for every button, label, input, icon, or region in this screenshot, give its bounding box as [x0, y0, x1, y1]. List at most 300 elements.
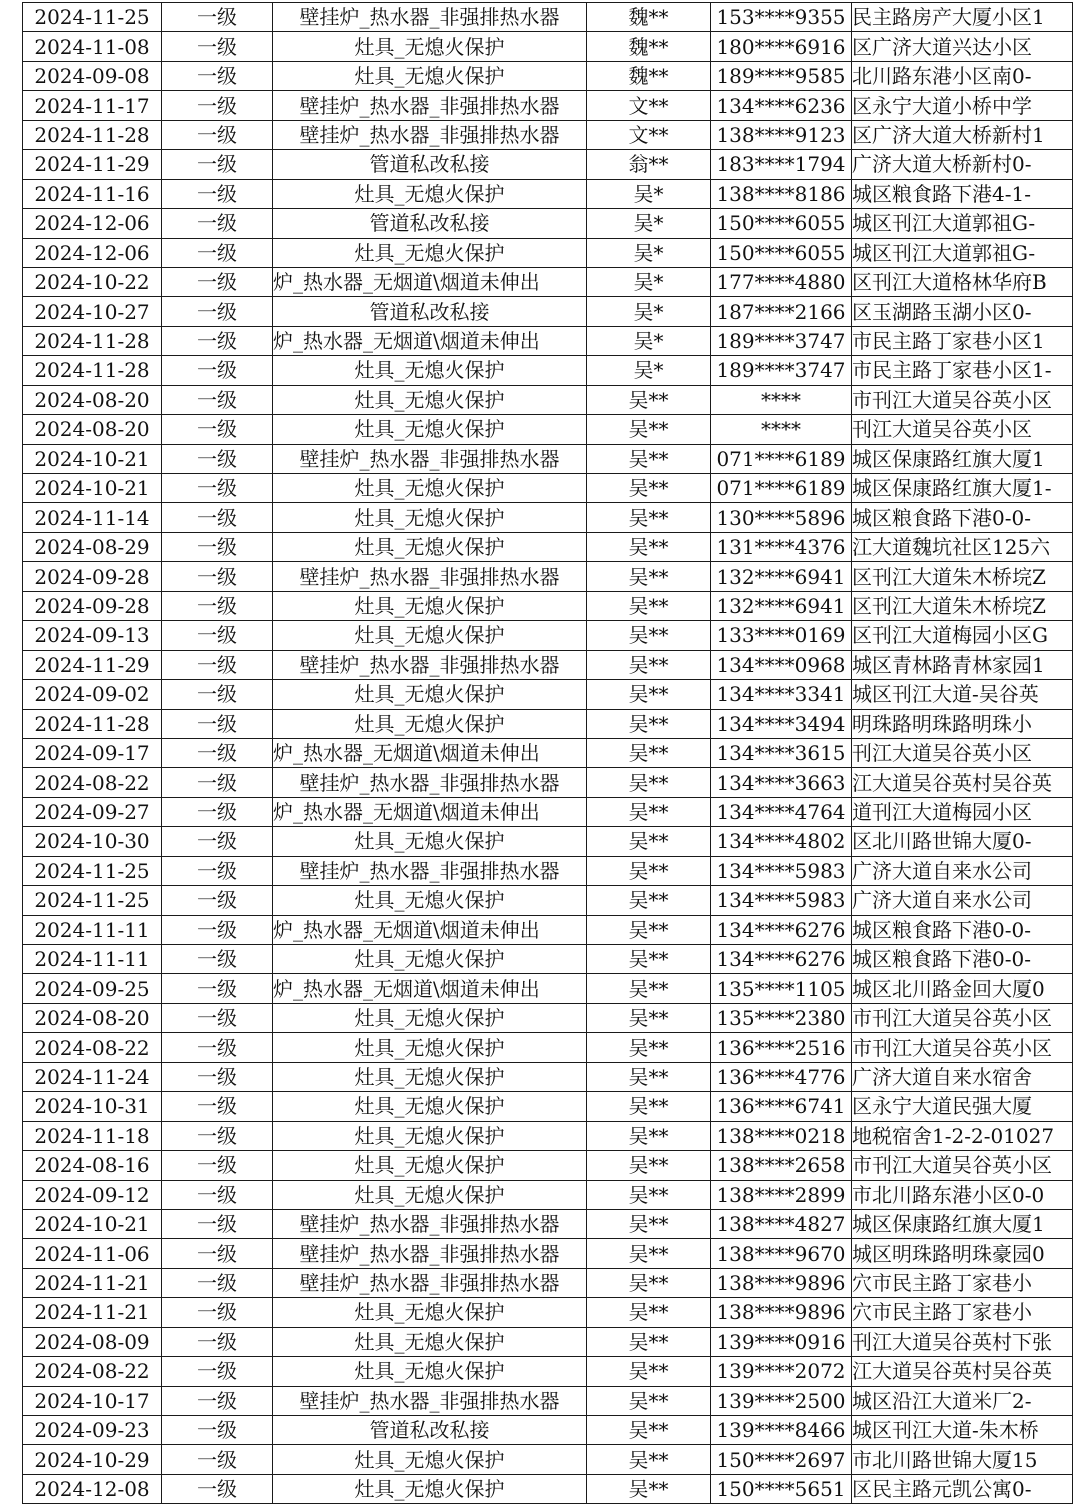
phone-cell[interactable]: 135****2380: [711, 1003, 852, 1032]
hazard-type-cell[interactable]: 灶具_无熄火保护: [273, 179, 587, 208]
hazard-type-cell[interactable]: 灶具_无熄火保护: [273, 415, 587, 444]
address-cell[interactable]: 广济大道自来水宿舍: [852, 1062, 1073, 1091]
address-cell[interactable]: 区北川路世锦大厦0-: [852, 827, 1073, 856]
phone-cell[interactable]: 189****9585: [711, 61, 852, 90]
hazard-type-cell[interactable]: 灶具_无熄火保护: [273, 827, 587, 856]
phone-cell[interactable]: 139****2500: [711, 1386, 852, 1415]
customer-name-cell[interactable]: 魏**: [587, 3, 711, 32]
address-cell[interactable]: 城区青林路青林家园1: [852, 650, 1073, 679]
customer-name-cell[interactable]: 吴**: [587, 886, 711, 915]
phone-cell[interactable]: 132****6941: [711, 591, 852, 620]
address-cell[interactable]: 刊江大道吴谷英小区: [852, 738, 1073, 767]
level-cell[interactable]: 一级: [162, 1033, 273, 1062]
level-cell[interactable]: 一级: [162, 326, 273, 355]
customer-name-cell[interactable]: 吴**: [587, 738, 711, 767]
hazard-type-cell[interactable]: 壁挂炉_热水器_非强排热水器: [273, 1268, 587, 1297]
date-cell[interactable]: 2024-10-29: [23, 1445, 162, 1474]
address-cell[interactable]: 区广济大道大桥新村1: [852, 120, 1073, 149]
level-cell[interactable]: 一级: [162, 1416, 273, 1445]
customer-name-cell[interactable]: 吴**: [587, 1121, 711, 1150]
customer-name-cell[interactable]: 吴**: [587, 1298, 711, 1327]
level-cell[interactable]: 一级: [162, 415, 273, 444]
customer-name-cell[interactable]: 吴**: [587, 562, 711, 591]
level-cell[interactable]: 一级: [162, 1298, 273, 1327]
phone-cell[interactable]: 138****9896: [711, 1268, 852, 1297]
level-cell[interactable]: 一级: [162, 1386, 273, 1415]
address-cell[interactable]: 北川路东港小区南0-: [852, 61, 1073, 90]
phone-cell[interactable]: 180****6916: [711, 32, 852, 61]
date-cell[interactable]: 2024-11-11: [23, 945, 162, 974]
phone-cell[interactable]: 138****9670: [711, 1239, 852, 1268]
hazard-type-cell[interactable]: 壁挂炉_热水器_非强排热水器: [273, 91, 587, 120]
customer-name-cell[interactable]: 吴**: [587, 1357, 711, 1386]
level-cell[interactable]: 一级: [162, 1092, 273, 1121]
phone-cell[interactable]: 134****4764: [711, 797, 852, 826]
hazard-type-cell[interactable]: 管道私改私接: [273, 1416, 587, 1445]
date-cell[interactable]: 2024-11-17: [23, 91, 162, 120]
date-cell[interactable]: 2024-09-23: [23, 1416, 162, 1445]
customer-name-cell[interactable]: 吴**: [587, 709, 711, 738]
phone-cell[interactable]: 134****0968: [711, 650, 852, 679]
address-cell[interactable]: 明珠路明珠路明珠小: [852, 709, 1073, 738]
hazard-type-cell[interactable]: 灶具_无熄火保护: [273, 1445, 587, 1474]
date-cell[interactable]: 2024-08-22: [23, 1033, 162, 1062]
customer-name-cell[interactable]: 翁**: [587, 150, 711, 179]
date-cell[interactable]: 2024-08-22: [23, 768, 162, 797]
address-cell[interactable]: 城区刊江大道郭祖G-: [852, 238, 1073, 267]
customer-name-cell[interactable]: 吴**: [587, 797, 711, 826]
hazard-type-cell[interactable]: 灶具_无熄火保护: [273, 385, 587, 414]
hazard-type-cell[interactable]: 灶具_无熄火保护: [273, 680, 587, 709]
address-cell[interactable]: 区广济大道兴达小区: [852, 32, 1073, 61]
phone-cell[interactable]: 134****6276: [711, 945, 852, 974]
level-cell[interactable]: 一级: [162, 915, 273, 944]
phone-cell[interactable]: 071****6189: [711, 444, 852, 473]
level-cell[interactable]: 一级: [162, 32, 273, 61]
hazard-type-cell[interactable]: 灶具_无熄火保护: [273, 621, 587, 650]
phone-cell[interactable]: 134****3494: [711, 709, 852, 738]
date-cell[interactable]: 2024-11-28: [23, 709, 162, 738]
phone-cell[interactable]: 150****6055: [711, 209, 852, 238]
level-cell[interactable]: 一级: [162, 1209, 273, 1238]
level-cell[interactable]: 一级: [162, 61, 273, 90]
hazard-type-cell[interactable]: 灶具_无熄火保护: [273, 1092, 587, 1121]
customer-name-cell[interactable]: 吴**: [587, 1092, 711, 1121]
phone-cell[interactable]: 150****5651: [711, 1474, 852, 1503]
customer-name-cell[interactable]: 吴**: [587, 915, 711, 944]
address-cell[interactable]: 城区保康路红旗大厦1: [852, 1209, 1073, 1238]
phone-cell[interactable]: 134****6276: [711, 915, 852, 944]
customer-name-cell[interactable]: 吴*: [587, 297, 711, 326]
date-cell[interactable]: 2024-09-12: [23, 1180, 162, 1209]
hazard-type-cell[interactable]: 炉_热水器_无烟道\烟道未伸出: [273, 738, 587, 767]
level-cell[interactable]: 一级: [162, 238, 273, 267]
customer-name-cell[interactable]: 吴**: [587, 1445, 711, 1474]
hazard-type-cell[interactable]: 灶具_无熄火保护: [273, 532, 587, 561]
level-cell[interactable]: 一级: [162, 1121, 273, 1150]
address-cell[interactable]: 区民主路元凯公寓0-: [852, 1474, 1073, 1503]
phone-cell[interactable]: 135****1105: [711, 974, 852, 1003]
customer-name-cell[interactable]: 吴**: [587, 768, 711, 797]
address-cell[interactable]: 广济大道自来水公司: [852, 886, 1073, 915]
level-cell[interactable]: 一级: [162, 532, 273, 561]
hazard-type-cell[interactable]: 壁挂炉_热水器_非强排热水器: [273, 444, 587, 473]
customer-name-cell[interactable]: 吴**: [587, 1062, 711, 1091]
phone-cell[interactable]: 131****4376: [711, 532, 852, 561]
address-cell[interactable]: 区刊江大道梅园小区G: [852, 621, 1073, 650]
phone-cell[interactable]: 189****3747: [711, 326, 852, 355]
date-cell[interactable]: 2024-10-31: [23, 1092, 162, 1121]
hazard-type-cell[interactable]: 壁挂炉_热水器_非强排热水器: [273, 768, 587, 797]
customer-name-cell[interactable]: 吴**: [587, 1003, 711, 1032]
level-cell[interactable]: 一级: [162, 945, 273, 974]
phone-cell[interactable]: 132****6941: [711, 562, 852, 591]
address-cell[interactable]: 城区粮食路下港0-0-: [852, 915, 1073, 944]
customer-name-cell[interactable]: 吴**: [587, 1474, 711, 1503]
customer-name-cell[interactable]: 吴**: [587, 385, 711, 414]
hazard-type-cell[interactable]: 炉_热水器_无烟道\烟道未伸出: [273, 797, 587, 826]
customer-name-cell[interactable]: 吴*: [587, 179, 711, 208]
address-cell[interactable]: 城区保康路红旗大厦1: [852, 444, 1073, 473]
level-cell[interactable]: 一级: [162, 444, 273, 473]
phone-cell[interactable]: ****: [711, 385, 852, 414]
level-cell[interactable]: 一级: [162, 1445, 273, 1474]
address-cell[interactable]: 城区粮食路下港0-0-: [852, 945, 1073, 974]
level-cell[interactable]: 一级: [162, 209, 273, 238]
level-cell[interactable]: 一级: [162, 1180, 273, 1209]
hazard-type-cell[interactable]: 灶具_无熄火保护: [273, 591, 587, 620]
date-cell[interactable]: 2024-11-25: [23, 3, 162, 32]
address-cell[interactable]: 区玉湖路玉湖小区0-: [852, 297, 1073, 326]
address-cell[interactable]: 区刊江大道朱木桥垸Z: [852, 591, 1073, 620]
date-cell[interactable]: 2024-08-20: [23, 385, 162, 414]
date-cell[interactable]: 2024-11-21: [23, 1268, 162, 1297]
date-cell[interactable]: 2024-08-22: [23, 1357, 162, 1386]
date-cell[interactable]: 2024-08-20: [23, 1003, 162, 1032]
phone-cell[interactable]: 136****4776: [711, 1062, 852, 1091]
address-cell[interactable]: 区刊江大道朱木桥垸Z: [852, 562, 1073, 591]
hazard-type-cell[interactable]: 壁挂炉_热水器_非强排热水器: [273, 1239, 587, 1268]
date-cell[interactable]: 2024-11-06: [23, 1239, 162, 1268]
hazard-type-cell[interactable]: 炉_热水器_无烟道\烟道未伸出: [273, 326, 587, 355]
phone-cell[interactable]: 138****8186: [711, 179, 852, 208]
date-cell[interactable]: 2024-09-27: [23, 797, 162, 826]
level-cell[interactable]: 一级: [162, 797, 273, 826]
date-cell[interactable]: 2024-10-30: [23, 827, 162, 856]
hazard-type-cell[interactable]: 灶具_无熄火保护: [273, 474, 587, 503]
phone-cell[interactable]: 189****3747: [711, 356, 852, 385]
hazard-type-cell[interactable]: 管道私改私接: [273, 150, 587, 179]
address-cell[interactable]: 城区粮食路下港0-0-: [852, 503, 1073, 532]
hazard-type-cell[interactable]: 灶具_无熄火保护: [273, 945, 587, 974]
phone-cell[interactable]: 138****9123: [711, 120, 852, 149]
date-cell[interactable]: 2024-11-21: [23, 1298, 162, 1327]
date-cell[interactable]: 2024-09-13: [23, 621, 162, 650]
level-cell[interactable]: 一级: [162, 503, 273, 532]
address-cell[interactable]: 广济大道自来水公司: [852, 856, 1073, 885]
hazard-type-cell[interactable]: 灶具_无熄火保护: [273, 356, 587, 385]
phone-cell[interactable]: 134****3615: [711, 738, 852, 767]
customer-name-cell[interactable]: 文**: [587, 91, 711, 120]
address-cell[interactable]: 市民主路丁家巷小区1: [852, 326, 1073, 355]
date-cell[interactable]: 2024-11-29: [23, 650, 162, 679]
phone-cell[interactable]: 150****2697: [711, 1445, 852, 1474]
phone-cell[interactable]: 177****4880: [711, 267, 852, 296]
date-cell[interactable]: 2024-08-20: [23, 415, 162, 444]
phone-cell[interactable]: 138****9896: [711, 1298, 852, 1327]
customer-name-cell[interactable]: 吴**: [587, 621, 711, 650]
date-cell[interactable]: 2024-11-18: [23, 1121, 162, 1150]
customer-name-cell[interactable]: 吴**: [587, 532, 711, 561]
date-cell[interactable]: 2024-11-24: [23, 1062, 162, 1091]
customer-name-cell[interactable]: 吴*: [587, 209, 711, 238]
hazard-type-cell[interactable]: 壁挂炉_热水器_非强排热水器: [273, 856, 587, 885]
phone-cell[interactable]: 139****8466: [711, 1416, 852, 1445]
address-cell[interactable]: 城区刊江大道-吴谷英: [852, 680, 1073, 709]
hazard-type-cell[interactable]: 壁挂炉_热水器_非强排热水器: [273, 1386, 587, 1415]
phone-cell[interactable]: 134****3341: [711, 680, 852, 709]
date-cell[interactable]: 2024-09-08: [23, 61, 162, 90]
customer-name-cell[interactable]: 吴**: [587, 1033, 711, 1062]
customer-name-cell[interactable]: 吴*: [587, 326, 711, 355]
hazard-type-cell[interactable]: 壁挂炉_热水器_非强排热水器: [273, 650, 587, 679]
date-cell[interactable]: 2024-10-27: [23, 297, 162, 326]
address-cell[interactable]: 区永宁大道小桥中学: [852, 91, 1073, 120]
phone-cell[interactable]: 133****0169: [711, 621, 852, 650]
address-cell[interactable]: 江大道魏坑社区125六: [852, 532, 1073, 561]
customer-name-cell[interactable]: 吴**: [587, 856, 711, 885]
level-cell[interactable]: 一级: [162, 621, 273, 650]
customer-name-cell[interactable]: 吴**: [587, 1180, 711, 1209]
address-cell[interactable]: 市北川路世锦大厦15: [852, 1445, 1073, 1474]
address-cell[interactable]: 市刊江大道吴谷英小区: [852, 1003, 1073, 1032]
level-cell[interactable]: 一级: [162, 1327, 273, 1356]
date-cell[interactable]: 2024-10-17: [23, 1386, 162, 1415]
hazard-type-cell[interactable]: 炉_热水器_无烟道\烟道未伸出: [273, 267, 587, 296]
customer-name-cell[interactable]: 吴**: [587, 1327, 711, 1356]
hazard-type-cell[interactable]: 灶具_无熄火保护: [273, 886, 587, 915]
phone-cell[interactable]: 187****2166: [711, 297, 852, 326]
hazard-type-cell[interactable]: 灶具_无熄火保护: [273, 1003, 587, 1032]
customer-name-cell[interactable]: 吴**: [587, 591, 711, 620]
level-cell[interactable]: 一级: [162, 562, 273, 591]
hazard-type-cell[interactable]: 灶具_无熄火保护: [273, 1327, 587, 1356]
address-cell[interactable]: 市刊江大道吴谷英小区: [852, 1033, 1073, 1062]
address-cell[interactable]: 市刊江大道吴谷英小区: [852, 1151, 1073, 1180]
customer-name-cell[interactable]: 文**: [587, 120, 711, 149]
hazard-type-cell[interactable]: 灶具_无熄火保护: [273, 32, 587, 61]
hazard-type-cell[interactable]: 壁挂炉_热水器_非强排热水器: [273, 3, 587, 32]
phone-cell[interactable]: 136****2516: [711, 1033, 852, 1062]
date-cell[interactable]: 2024-11-28: [23, 120, 162, 149]
level-cell[interactable]: 一级: [162, 120, 273, 149]
address-cell[interactable]: 区刊江大道格林华府B: [852, 267, 1073, 296]
address-cell[interactable]: 地税宿舍1-2-2-01027: [852, 1121, 1073, 1150]
phone-cell[interactable]: 134****5983: [711, 886, 852, 915]
level-cell[interactable]: 一级: [162, 1062, 273, 1091]
customer-name-cell[interactable]: 吴**: [587, 474, 711, 503]
phone-cell[interactable]: 134****3663: [711, 768, 852, 797]
level-cell[interactable]: 一级: [162, 3, 273, 32]
hazard-type-cell[interactable]: 灶具_无熄火保护: [273, 1180, 587, 1209]
customer-name-cell[interactable]: 魏**: [587, 61, 711, 90]
address-cell[interactable]: 道刊江大道梅园小区: [852, 797, 1073, 826]
address-cell[interactable]: 江大道吴谷英村吴谷英: [852, 1357, 1073, 1386]
date-cell[interactable]: 2024-09-25: [23, 974, 162, 1003]
address-cell[interactable]: 刊江大道吴谷英村下张: [852, 1327, 1073, 1356]
phone-cell[interactable]: 130****5896: [711, 503, 852, 532]
address-cell[interactable]: 广济大道大桥新村0-: [852, 150, 1073, 179]
address-cell[interactable]: 城区粮食路下港4-1-: [852, 179, 1073, 208]
date-cell[interactable]: 2024-11-25: [23, 886, 162, 915]
phone-cell[interactable]: 136****6741: [711, 1092, 852, 1121]
level-cell[interactable]: 一级: [162, 179, 273, 208]
level-cell[interactable]: 一级: [162, 1151, 273, 1180]
level-cell[interactable]: 一级: [162, 150, 273, 179]
phone-cell[interactable]: 071****6189: [711, 474, 852, 503]
address-cell[interactable]: 穴市民主路丁家巷小: [852, 1268, 1073, 1297]
phone-cell[interactable]: 134****4802: [711, 827, 852, 856]
customer-name-cell[interactable]: 吴**: [587, 680, 711, 709]
level-cell[interactable]: 一级: [162, 385, 273, 414]
hazard-type-cell[interactable]: 灶具_无熄火保护: [273, 1474, 587, 1503]
level-cell[interactable]: 一级: [162, 650, 273, 679]
customer-name-cell[interactable]: 吴*: [587, 238, 711, 267]
hazard-type-cell[interactable]: 壁挂炉_热水器_非强排热水器: [273, 120, 587, 149]
level-cell[interactable]: 一级: [162, 768, 273, 797]
customer-name-cell[interactable]: 吴*: [587, 267, 711, 296]
customer-name-cell[interactable]: 吴**: [587, 503, 711, 532]
level-cell[interactable]: 一级: [162, 91, 273, 120]
phone-cell[interactable]: ****: [711, 415, 852, 444]
level-cell[interactable]: 一级: [162, 886, 273, 915]
level-cell[interactable]: 一级: [162, 356, 273, 385]
customer-name-cell[interactable]: 魏**: [587, 32, 711, 61]
date-cell[interactable]: 2024-11-28: [23, 326, 162, 355]
phone-cell[interactable]: 138****4827: [711, 1209, 852, 1238]
level-cell[interactable]: 一级: [162, 591, 273, 620]
date-cell[interactable]: 2024-09-28: [23, 591, 162, 620]
address-cell[interactable]: 城区刊江大道郭祖G-: [852, 209, 1073, 238]
customer-name-cell[interactable]: 吴**: [587, 974, 711, 1003]
customer-name-cell[interactable]: 吴**: [587, 1416, 711, 1445]
address-cell[interactable]: 城区保康路红旗大厦1-: [852, 474, 1073, 503]
address-cell[interactable]: 穴市民主路丁家巷小: [852, 1298, 1073, 1327]
hazard-type-cell[interactable]: 灶具_无熄火保护: [273, 1298, 587, 1327]
date-cell[interactable]: 2024-11-08: [23, 32, 162, 61]
level-cell[interactable]: 一级: [162, 709, 273, 738]
phone-cell[interactable]: 138****2899: [711, 1180, 852, 1209]
date-cell[interactable]: 2024-08-16: [23, 1151, 162, 1180]
level-cell[interactable]: 一级: [162, 267, 273, 296]
date-cell[interactable]: 2024-11-25: [23, 856, 162, 885]
hazard-type-cell[interactable]: 壁挂炉_热水器_非强排热水器: [273, 1209, 587, 1238]
level-cell[interactable]: 一级: [162, 1003, 273, 1032]
phone-cell[interactable]: 183****1794: [711, 150, 852, 179]
hazard-type-cell[interactable]: 灶具_无熄火保护: [273, 1033, 587, 1062]
date-cell[interactable]: 2024-10-22: [23, 267, 162, 296]
customer-name-cell[interactable]: 吴**: [587, 827, 711, 856]
level-cell[interactable]: 一级: [162, 856, 273, 885]
customer-name-cell[interactable]: 吴**: [587, 650, 711, 679]
address-cell[interactable]: 市民主路丁家巷小区1-: [852, 356, 1073, 385]
date-cell[interactable]: 2024-10-21: [23, 444, 162, 473]
address-cell[interactable]: 城区北川路金回大厦0: [852, 974, 1073, 1003]
hazard-type-cell[interactable]: 壁挂炉_热水器_非强排热水器: [273, 562, 587, 591]
date-cell[interactable]: 2024-11-16: [23, 179, 162, 208]
date-cell[interactable]: 2024-09-17: [23, 738, 162, 767]
customer-name-cell[interactable]: 吴**: [587, 1268, 711, 1297]
hazard-type-cell[interactable]: 灶具_无熄火保护: [273, 503, 587, 532]
phone-cell[interactable]: 138****2658: [711, 1151, 852, 1180]
hazard-type-cell[interactable]: 管道私改私接: [273, 209, 587, 238]
hazard-type-cell[interactable]: 炉_热水器_无烟道\烟道未伸出: [273, 915, 587, 944]
date-cell[interactable]: 2024-08-29: [23, 532, 162, 561]
customer-name-cell[interactable]: 吴**: [587, 945, 711, 974]
phone-cell[interactable]: 139****2072: [711, 1357, 852, 1386]
customer-name-cell[interactable]: 吴**: [587, 444, 711, 473]
phone-cell[interactable]: 138****0218: [711, 1121, 852, 1150]
date-cell[interactable]: 2024-11-29: [23, 150, 162, 179]
customer-name-cell[interactable]: 吴**: [587, 415, 711, 444]
level-cell[interactable]: 一级: [162, 1268, 273, 1297]
date-cell[interactable]: 2024-11-14: [23, 503, 162, 532]
level-cell[interactable]: 一级: [162, 1357, 273, 1386]
hazard-type-cell[interactable]: 炉_热水器_无烟道\烟道未伸出: [273, 974, 587, 1003]
level-cell[interactable]: 一级: [162, 680, 273, 709]
level-cell[interactable]: 一级: [162, 827, 273, 856]
hazard-type-cell[interactable]: 灶具_无熄火保护: [273, 1151, 587, 1180]
level-cell[interactable]: 一级: [162, 738, 273, 767]
address-cell[interactable]: 区永宁大道民强大厦: [852, 1092, 1073, 1121]
level-cell[interactable]: 一级: [162, 474, 273, 503]
date-cell[interactable]: 2024-09-28: [23, 562, 162, 591]
phone-cell[interactable]: 153****9355: [711, 3, 852, 32]
address-cell[interactable]: 市刊江大道吴谷英小区: [852, 385, 1073, 414]
level-cell[interactable]: 一级: [162, 974, 273, 1003]
date-cell[interactable]: 2024-12-08: [23, 1474, 162, 1503]
date-cell[interactable]: 2024-12-06: [23, 238, 162, 267]
phone-cell[interactable]: 150****6055: [711, 238, 852, 267]
date-cell[interactable]: 2024-11-28: [23, 356, 162, 385]
hazard-type-cell[interactable]: 灶具_无熄火保护: [273, 709, 587, 738]
customer-name-cell[interactable]: 吴**: [587, 1151, 711, 1180]
customer-name-cell[interactable]: 吴**: [587, 1386, 711, 1415]
hazard-type-cell[interactable]: 灶具_无熄火保护: [273, 238, 587, 267]
hazard-type-cell[interactable]: 灶具_无熄火保护: [273, 1062, 587, 1091]
date-cell[interactable]: 2024-11-11: [23, 915, 162, 944]
customer-name-cell[interactable]: 吴**: [587, 1209, 711, 1238]
address-cell[interactable]: 市北川路东港小区0-0: [852, 1180, 1073, 1209]
customer-name-cell[interactable]: 吴*: [587, 356, 711, 385]
date-cell[interactable]: 2024-09-02: [23, 680, 162, 709]
date-cell[interactable]: 2024-10-21: [23, 1209, 162, 1238]
address-cell[interactable]: 刊江大道吴谷英小区: [852, 415, 1073, 444]
hazard-type-cell[interactable]: 管道私改私接: [273, 297, 587, 326]
phone-cell[interactable]: 139****0916: [711, 1327, 852, 1356]
phone-cell[interactable]: 134****6236: [711, 91, 852, 120]
address-cell[interactable]: 民主路房产大厦小区1: [852, 3, 1073, 32]
hazard-type-cell[interactable]: 灶具_无熄火保护: [273, 1357, 587, 1386]
address-cell[interactable]: 城区刊江大道-朱木桥: [852, 1416, 1073, 1445]
address-cell[interactable]: 江大道吴谷英村吴谷英: [852, 768, 1073, 797]
phone-cell[interactable]: 134****5983: [711, 856, 852, 885]
level-cell[interactable]: 一级: [162, 297, 273, 326]
date-cell[interactable]: 2024-08-09: [23, 1327, 162, 1356]
level-cell[interactable]: 一级: [162, 1474, 273, 1503]
address-cell[interactable]: 城区明珠路明珠豪园0: [852, 1239, 1073, 1268]
address-cell[interactable]: 城区沿江大道米厂2-: [852, 1386, 1073, 1415]
